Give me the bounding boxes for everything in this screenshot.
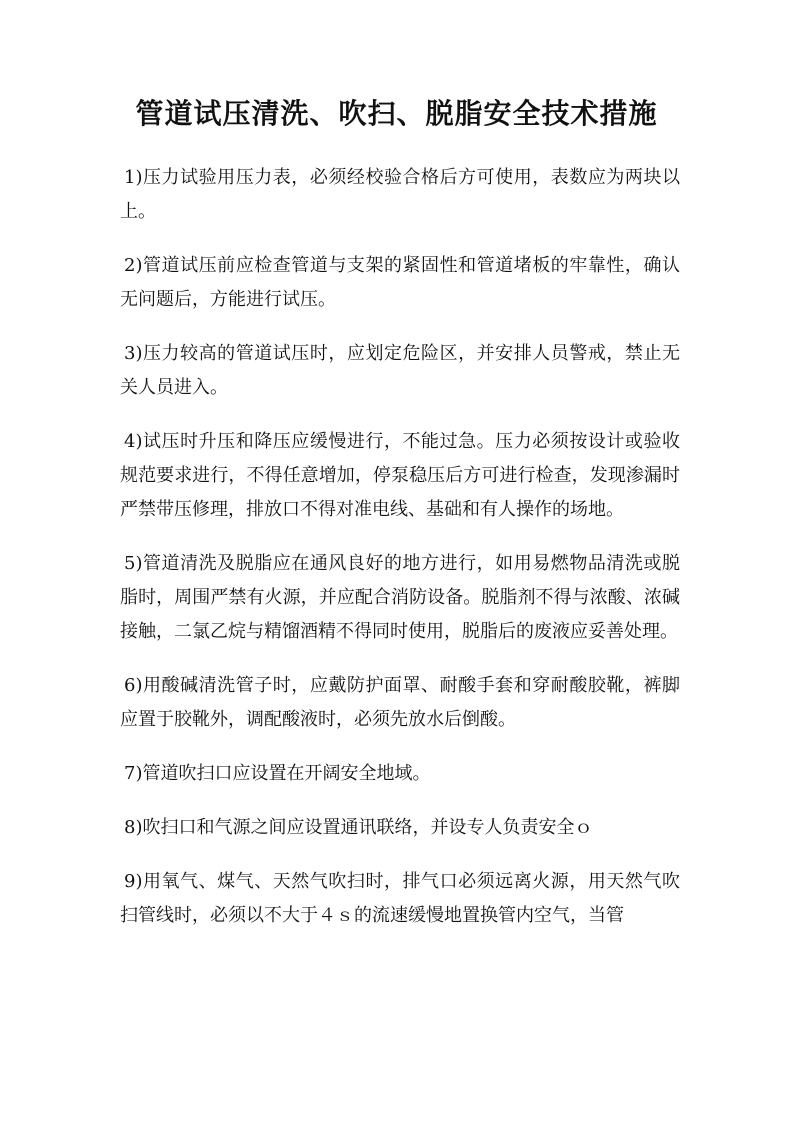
paragraph-7 — [120, 757, 680, 791]
paragraph-text: 管道吹扫口应设置在开阔安全地域。 — [142, 763, 431, 784]
paragraph-4 — [120, 425, 680, 527]
paragraph-number: 5) — [124, 553, 143, 574]
paragraph-number: 2) — [124, 255, 143, 276]
paragraph-number: 3) — [124, 343, 143, 364]
paragraph-text: 试压时升压和降压应缓慢进行，不能过急。压力必须按设计或验收规范要求进行，不得任意增加，停泵稳压后方可进行检查，发现渗漏时严禁带压修理，排放口不得对准电线、基础和有人操作的场地。 — [120, 431, 680, 520]
paragraph-1 — [120, 161, 680, 229]
paragraph-3 — [120, 337, 680, 405]
paragraph-number: 6) — [124, 675, 143, 696]
paragraph-text: 压力试验用压力表，必须经校验合格后方可使用，表数应为两块以上。 — [120, 167, 680, 222]
paragraph-text: 压力较高的管道试压时，应划定危险区，并安排人员警戒，禁止无关人员进入。 — [120, 343, 680, 398]
paragraph-text: 管道试压前应检查管道与支架的紧固性和管道堵板的牢靠性，确认无问题后，方能进行试压。 — [120, 255, 680, 310]
paragraph-2 — [120, 249, 680, 317]
document-title: 管道试压清洗、吹扫、脱脂安全技术措施 — [135, 97, 658, 130]
paragraph-text: 用氧气、煤气、天然气吹扫时，排气口必须远离火源，用天然气吹扫管线时，必须以不大于４ｓ的流速缓慢地置换管内空气，当管 — [120, 871, 680, 926]
paragraph-number: 7) — [124, 763, 143, 784]
paragraph-number: 4) — [124, 431, 143, 452]
paragraph-number: 9) — [124, 871, 143, 892]
paragraph-text: 管道清洗及脱脂应在通风良好的地方进行，如用易燃物品清洗或脱脂时，周围严禁有火源，并应配合消防设备。脱脂剂不得与浓酸、浓碱接触，二氯乙烷与精馏酒精不得同时使用，脱脂后的废液应妥善处理。 — [120, 553, 680, 642]
document-body — [120, 161, 680, 953]
paragraph-text: 吹扫口和气源之间应设置通讯联络，并设专人负责安全ｏ — [142, 817, 593, 838]
paragraph-text: 用酸碱清洗管子时，应戴防护面罩、耐酸手套和穿耐酸胶靴，裤脚应置于胶靴外，调配酸液时，必须先放水后倒酸。 — [120, 675, 680, 730]
paragraph-number: 8) — [124, 817, 143, 838]
paragraph-number: 1) — [124, 167, 143, 188]
paragraph-6 — [120, 669, 680, 737]
paragraph-9 — [120, 865, 680, 933]
paragraph-5 — [120, 547, 680, 649]
paragraph-8 — [120, 811, 680, 845]
